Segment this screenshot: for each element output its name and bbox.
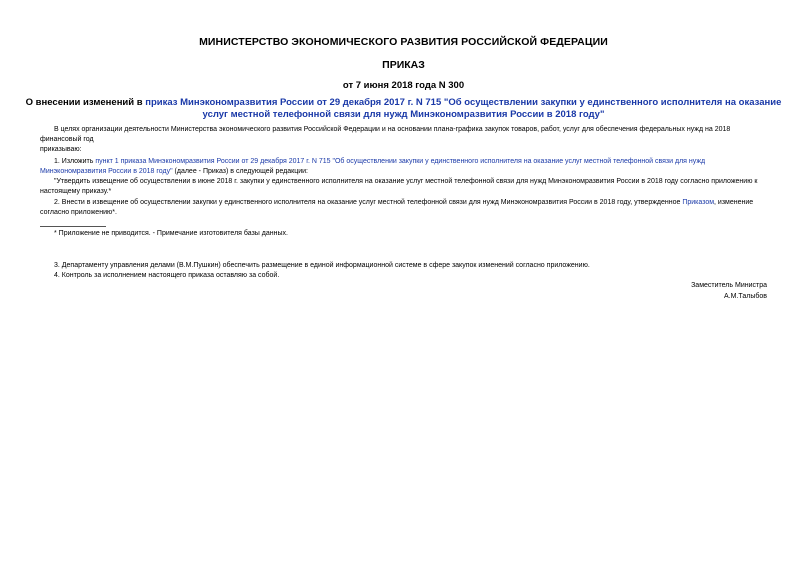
item-4-text: 4. Контроль за исполнением настоящего приказа оставляю за собой. — [54, 272, 280, 279]
signatory-position: Заместитель Министра — [691, 282, 767, 289]
item-3-text: 3. Департаменту управления делами (В.М.Пушкин) обеспечить размещение в единой информационной системе в сфере закупок изменений согласно приложению. — [54, 262, 590, 269]
footnote-text: * Приложение не приводится. - Примечание изготовителя базы данных. — [54, 230, 288, 237]
item-1-quote — [40, 177, 768, 197]
item-1-prefix: 1. Изложить — [54, 158, 96, 165]
item-1-quote-line1: "Утвердить извещение об осуществлении в июне 2018 г. закупки у единственного исполнителя на оказание услуг местной телефонной связи для нужд Минэкономразвития России в 2018 году согласно приложению к — [54, 178, 758, 185]
title-prefix: О внесении изменений в — [25, 97, 146, 108]
item-2-order-link[interactable]: Приказом — [682, 199, 715, 206]
item-2-line2: согласно приложению*. — [40, 209, 117, 216]
date-number-heading: от 7 июня 2018 года N 300 — [342, 80, 465, 91]
signatory-name: А.М.Талыбов — [724, 292, 767, 300]
footnote — [40, 229, 768, 239]
item-1-paragraph — [40, 157, 768, 177]
item-1-order-link[interactable]: пункт 1 приказа Минэкономразвития России от 29 декабря 2017 г. N 715 "Об осуществлении закупки у единственного исполнителя на оказание услуг местной телефонной связи для нужд — [95, 158, 706, 165]
item-2-line1 — [40, 198, 768, 208]
item-4 — [40, 271, 768, 281]
order-word: приказываю: — [40, 146, 82, 153]
item-2-paragraph — [40, 198, 768, 218]
footnote-divider — [40, 226, 106, 227]
item-1-order-link-continued[interactable]: Минэкономразвития России в 2018 году" — [40, 168, 173, 175]
item-2-prefix: 2. Внести в извещение об осуществлении закупки у единственного исполнителя на оказание услуг местной телефонной связи для нужд Минэкономразвития России в 2018 году, утвержденное — [54, 199, 683, 206]
document-title-line1 — [0, 97, 807, 109]
item-1-suffix: (далее - Приказ) в следующей редакции: — [172, 168, 308, 175]
item-1 — [40, 157, 768, 197]
preamble-line1: В целях организации деятельности Министерства экономического развития Российской Федерации и на основании плана-графика закупок товаров, работ, услуг для обеспечения федеральных нужд на 2018 — [54, 126, 731, 133]
item-1-line1 — [40, 157, 768, 167]
item-2 — [40, 198, 768, 218]
item-3 — [40, 261, 768, 271]
signature-block — [691, 281, 767, 302]
title-order-link-continued[interactable]: услуг местной телефонной связи для нужд Минэкономразвития России в 2018 году" — [202, 109, 605, 120]
title-order-link[interactable]: приказ Минэкономразвития России от 29 декабря 2017 г. N 715 "Об осуществлении закупки у единственного исполнителя на оказание — [145, 97, 782, 108]
document-type-heading: ПРИКАЗ — [382, 59, 425, 71]
item-1-line2 — [40, 167, 768, 177]
preamble — [40, 125, 768, 155]
ministry-heading: МИНИСТЕРСТВО ЭКОНОМИЧЕСКОГО РАЗВИТИЯ РОССИЙСКОЙ ФЕДЕРАЦИИ — [199, 36, 608, 48]
item-1-quote-line2: настоящему приказу.* — [40, 188, 112, 195]
preamble-line2: финансовый год — [40, 136, 94, 143]
document-title — [0, 97, 807, 121]
preamble-paragraph — [40, 125, 768, 155]
item-2-suffix: , изменение — [714, 199, 754, 206]
